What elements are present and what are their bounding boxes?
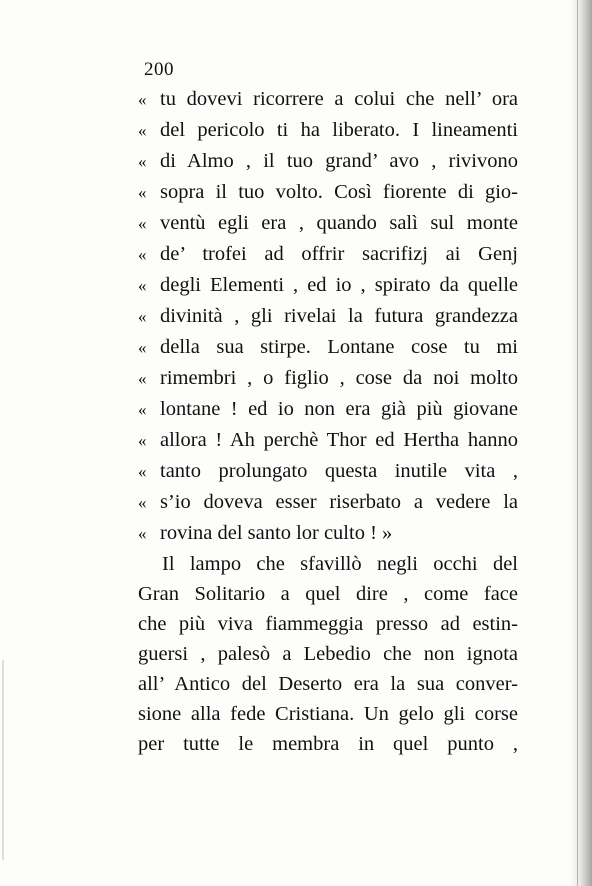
quoted-line-text: rimembri , o figlio , cose da noi molto (160, 367, 518, 389)
quoted-line-text: s’io doveva esser riserbato a vedere la (160, 491, 518, 513)
narrative-paragraph (138, 549, 518, 759)
quoted-line (138, 177, 518, 208)
text-block (138, 58, 518, 759)
quoted-line (138, 394, 518, 425)
quoted-line (138, 332, 518, 363)
quote-mark: « (138, 183, 147, 202)
quoted-line-text: allora ! Ah perchè Thor ed Hertha hanno (160, 429, 518, 451)
paragraph-line: Gran Solitario a quel dire , come face (138, 583, 518, 605)
quoted-line (138, 518, 518, 549)
quoted-passage (138, 84, 518, 549)
quote-mark: « (138, 276, 147, 295)
quote-mark: « (138, 369, 147, 388)
page-edge-shadow (570, 0, 592, 886)
quote-mark: « (138, 121, 147, 140)
quote-mark: « (138, 431, 147, 450)
quoted-line (138, 208, 518, 239)
quote-mark: « (138, 214, 147, 233)
quoted-line-text: lontane ! ed io non era già più giovane (160, 398, 518, 420)
quote-mark: « (138, 152, 147, 171)
quoted-line-text: ventù egli era , quando salì sul monte (160, 212, 518, 234)
quoted-line (138, 146, 518, 177)
quote-mark: « (138, 524, 147, 543)
quote-mark: « (138, 462, 147, 481)
paragraph-line: sione alla fede Cristiana. Un gelo gli corse (138, 703, 518, 725)
quoted-line (138, 363, 518, 394)
quoted-line-text: di Almo , il tuo grand’ avo , rivivono (160, 150, 518, 172)
paragraph-line: Il lampo che sfavillò negli occhi del (162, 553, 518, 575)
quote-mark: « (138, 338, 147, 357)
quote-mark: « (138, 307, 147, 326)
quoted-line (138, 456, 518, 487)
quote-mark: « (138, 90, 147, 109)
paragraph-line: che più viva fiammeggia presso ad estin- (138, 613, 518, 635)
page-number: 200 (144, 59, 174, 80)
quoted-line-text: della sua stirpe. Lontane cose tu mi (160, 336, 518, 358)
quoted-line-text: degli Elementi , ed io , spirato da quelle (160, 274, 518, 296)
quoted-line-text: divinità , gli rivelai la futura grandezza (160, 305, 518, 327)
quote-mark: « (138, 245, 147, 264)
quoted-line (138, 301, 518, 332)
quoted-line-text: sopra il tuo volto. Così fiorente di gio- (160, 181, 518, 203)
quoted-line (138, 239, 518, 270)
quoted-line (138, 487, 518, 518)
quote-mark: « (138, 400, 147, 419)
quote-mark: « (138, 493, 147, 512)
quoted-line (138, 115, 518, 146)
quoted-line-text: del pericolo ti ha liberato. I lineamenti (160, 119, 518, 141)
paragraph-line: all’ Antico del Deserto era la sua conver- (138, 673, 518, 695)
scan-margin-mark (2, 660, 4, 860)
quoted-line (138, 425, 518, 456)
quoted-line-text: de’ trofei ad offrir sacrifizj ai Genj (160, 243, 518, 265)
quoted-line-text: tu dovevi ricorrere a colui che nell’ ora (160, 88, 518, 110)
paragraph-line: guersi , palesò a Lebedio che non ignota (138, 643, 518, 665)
quoted-line (138, 270, 518, 301)
quoted-line-text: tanto prolungato questa inutile vita , (160, 460, 518, 482)
quoted-line (138, 84, 518, 115)
quoted-line-text: rovina del santo lor culto ! » (160, 522, 393, 544)
page-edge-line (577, 0, 578, 886)
paragraph-line: per tutte le membra in quel punto , (138, 733, 518, 755)
